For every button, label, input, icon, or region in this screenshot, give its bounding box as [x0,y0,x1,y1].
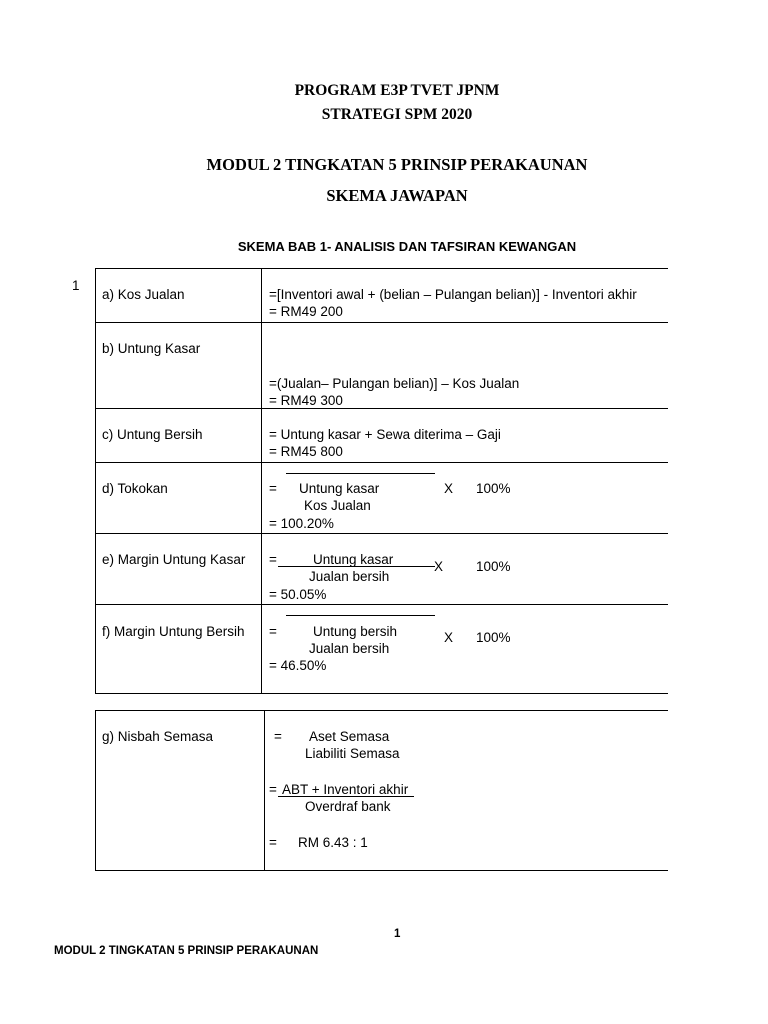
row-g-equals-3: = [269,835,277,850]
row-d-result: = 100.20% [269,516,334,531]
row-e-denominator: Jualan bersih [309,569,390,584]
row-e-times: X [434,559,444,574]
row-f-denominator: Jualan bersih [309,641,390,656]
row-b-result: = RM49 300 [269,393,343,408]
row-g-numerator-2: ABT + Inventori akhir [282,782,409,797]
row-g-denominator-2: Overdraf bank [305,799,391,814]
fraction-line [286,615,435,616]
row-a-label: a) Kos Jualan [102,287,185,302]
row-g-denominator-1: Liabiliti Semasa [305,746,400,761]
row-c-result: = RM45 800 [269,444,343,459]
row-f-result: = 46.50% [269,658,327,673]
row-e-label: e) Margin Untung Kasar [102,552,246,567]
row-g-equals-1: = [274,729,282,744]
header-skema: SKEMA JAWAPAN [326,186,468,205]
header-strategi: STRATEGI SPM 2020 [321,106,473,123]
row-e-equals: = [269,552,277,567]
row-c-label: c) Untung Bersih [102,427,203,442]
row-f-numerator: Untung bersih [313,624,398,639]
row-g-result: RM 6.43 : 1 [298,835,368,850]
row-f-percent: 100% [476,630,511,645]
row-g-equals-2: = [269,782,277,797]
row-d-numerator: Untung kasar [299,481,380,496]
row-f-equals: = [269,624,277,639]
row-f-times: X [444,630,454,645]
page-number: 1 [394,928,401,940]
row-b-formula: =(Jualan– Pulangan belian)] – Kos Jualan [269,376,520,391]
row-a-formula: =[Inventori awal + (belian – Pulangan belian)] - Inventori akhir [269,287,637,302]
header-modul: MODUL 2 TINGKATAN 5 PRINSIP PERAKAUNAN [206,155,588,174]
question-number: 1 [72,278,80,293]
row-a-result: = RM49 200 [269,304,343,319]
section-subtitle: SKEMA BAB 1- ANALISIS DAN TAFSIRAN KEWANGAN [237,239,577,254]
row-f-label: f) Margin Untung Bersih [102,624,245,639]
fraction-line [286,473,435,474]
row-g-numerator-1: Aset Semasa [309,729,390,744]
row-d-denominator: Kos Jualan [304,498,371,513]
row-c-formula: = Untung kasar + Sewa diterima – Gaji [269,427,501,442]
row-e-percent: 100% [476,559,511,574]
row-b-label: b) Untung Kasar [102,341,201,356]
footer-title: MODUL 2 TINGKATAN 5 PRINSIP PERAKAUNAN [54,945,319,957]
header-program: PROGRAM E3P TVET JPNM [294,82,500,99]
row-d-times: X [444,481,454,496]
row-g-label: g) Nisbah Semasa [102,729,214,744]
row-e-result: = 50.05% [269,587,327,602]
row-d-label: d) Tokokan [102,481,168,496]
row-d-percent: 100% [476,481,511,496]
row-e-numerator: Untung kasar [313,552,394,567]
row-d-equals: = [269,481,277,496]
